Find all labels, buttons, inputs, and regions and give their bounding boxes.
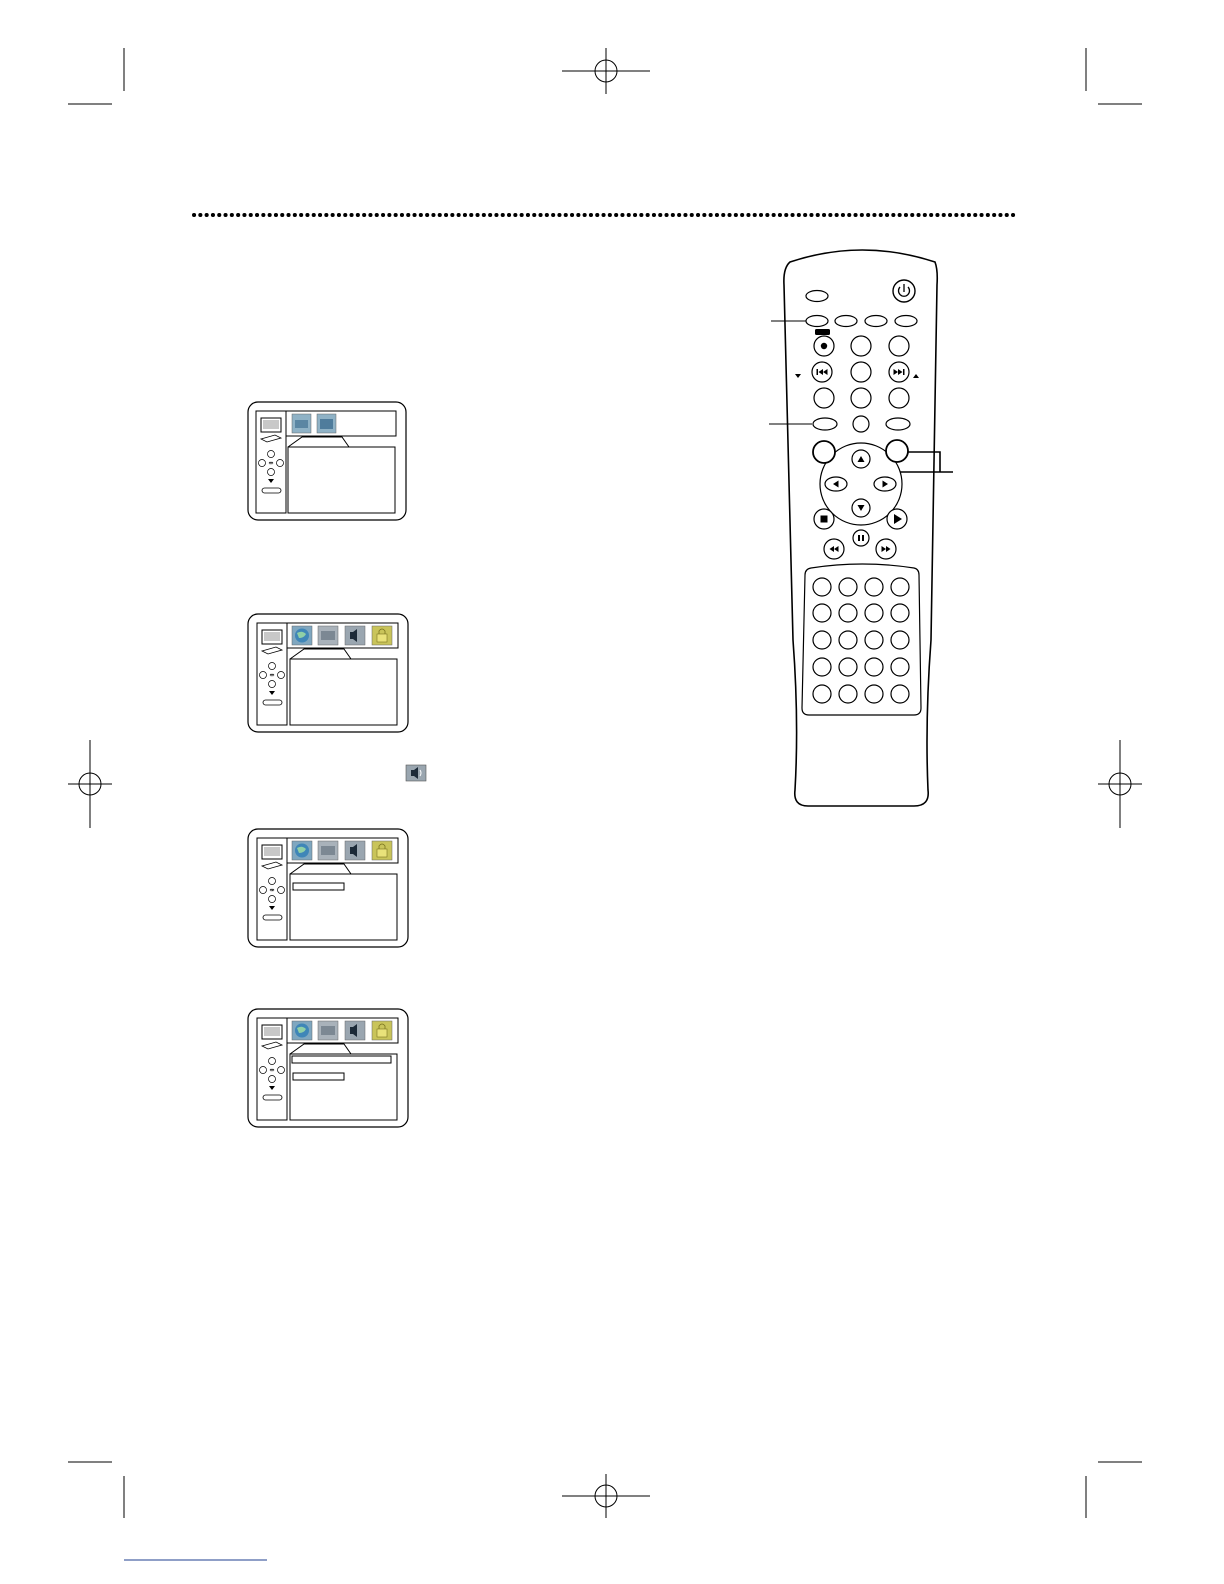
keypad-button[interactable] bbox=[891, 631, 909, 649]
keypad-button[interactable] bbox=[865, 578, 883, 596]
keypad-button[interactable] bbox=[839, 685, 857, 703]
globe-icon bbox=[292, 626, 312, 645]
remote-round-button[interactable] bbox=[851, 336, 871, 356]
crop-marks bbox=[68, 48, 1142, 1518]
keypad-button[interactable] bbox=[839, 658, 857, 676]
open-close-button[interactable] bbox=[806, 291, 828, 302]
keypad-button[interactable] bbox=[891, 685, 909, 703]
remote-oval-button[interactable] bbox=[865, 316, 887, 327]
remote-oval-button[interactable] bbox=[895, 316, 917, 327]
keypad-button[interactable] bbox=[813, 685, 831, 703]
remote-oval-button[interactable] bbox=[835, 316, 857, 327]
pause-button[interactable] bbox=[853, 530, 869, 546]
tv-screen-setup-3 bbox=[248, 829, 408, 947]
keypad-button[interactable] bbox=[813, 604, 831, 622]
remote-round-button[interactable] bbox=[889, 336, 909, 356]
audio-speaker-icon bbox=[317, 414, 336, 433]
menu-highlight-bar bbox=[293, 1073, 344, 1080]
remote-body bbox=[784, 250, 937, 806]
lock-icon bbox=[372, 626, 392, 645]
audio-speaker-icon bbox=[345, 1021, 365, 1040]
keypad-button[interactable] bbox=[865, 685, 883, 703]
keypad-button[interactable] bbox=[839, 631, 857, 649]
keypad-button[interactable] bbox=[891, 658, 909, 676]
audio-speaker-icon bbox=[406, 765, 426, 781]
ok-button-icon bbox=[263, 915, 282, 920]
menu-highlight-bar bbox=[292, 1056, 391, 1063]
registration-target-icon bbox=[562, 1474, 650, 1518]
ok-button-icon bbox=[263, 700, 282, 705]
remote-oval-button[interactable] bbox=[886, 418, 910, 430]
return-button[interactable] bbox=[886, 440, 908, 462]
keypad-button[interactable] bbox=[813, 578, 831, 596]
ok-button-icon bbox=[262, 488, 281, 493]
lock-icon bbox=[372, 1021, 392, 1040]
tv-icon bbox=[262, 845, 282, 859]
globe-icon bbox=[292, 841, 312, 860]
display-button[interactable] bbox=[806, 316, 828, 327]
audio-speaker-icon bbox=[345, 626, 365, 645]
keypad-button[interactable] bbox=[813, 631, 831, 649]
lock-icon bbox=[372, 841, 392, 860]
globe-icon bbox=[292, 1021, 312, 1040]
record-icon bbox=[821, 343, 827, 349]
remote-round-button[interactable] bbox=[851, 362, 871, 382]
remote-label-badge bbox=[815, 329, 830, 335]
registration-target-icon bbox=[562, 48, 650, 94]
menu-button[interactable] bbox=[813, 441, 835, 463]
video-icon bbox=[318, 841, 338, 860]
video-icon bbox=[292, 414, 311, 433]
remote-round-button[interactable] bbox=[814, 388, 834, 408]
keypad-button[interactable] bbox=[839, 604, 857, 622]
keypad-button[interactable] bbox=[813, 658, 831, 676]
menu-panel bbox=[290, 659, 397, 725]
registration-target-icon bbox=[1098, 740, 1142, 828]
menu-panel bbox=[290, 1054, 397, 1120]
registration-target-icon bbox=[68, 740, 112, 828]
stop-icon bbox=[821, 516, 828, 523]
remote-round-button[interactable] bbox=[889, 388, 909, 408]
tv-icon bbox=[262, 1025, 282, 1039]
tv-screen-setup-2 bbox=[248, 614, 408, 732]
video-icon bbox=[318, 1021, 338, 1040]
keypad-button[interactable] bbox=[891, 578, 909, 596]
ok-button-icon bbox=[263, 1095, 282, 1100]
video-icon bbox=[318, 626, 338, 645]
menu-panel bbox=[288, 447, 395, 513]
tv-icon bbox=[262, 630, 282, 644]
keypad-button[interactable] bbox=[865, 658, 883, 676]
keypad-button[interactable] bbox=[891, 604, 909, 622]
keypad-button[interactable] bbox=[839, 578, 857, 596]
menu-highlight-bar bbox=[293, 883, 344, 890]
tv-screen-setup-1 bbox=[248, 402, 406, 520]
remote-control bbox=[769, 250, 953, 806]
tv-icon bbox=[261, 418, 281, 432]
keypad-button[interactable] bbox=[865, 604, 883, 622]
keypad-button[interactable] bbox=[865, 631, 883, 649]
remote-round-button[interactable] bbox=[853, 416, 869, 432]
setup-button[interactable] bbox=[813, 418, 837, 430]
audio-speaker-icon bbox=[345, 841, 365, 860]
remote-round-button[interactable] bbox=[851, 388, 871, 408]
tv-screen-setup-4 bbox=[248, 1009, 408, 1127]
